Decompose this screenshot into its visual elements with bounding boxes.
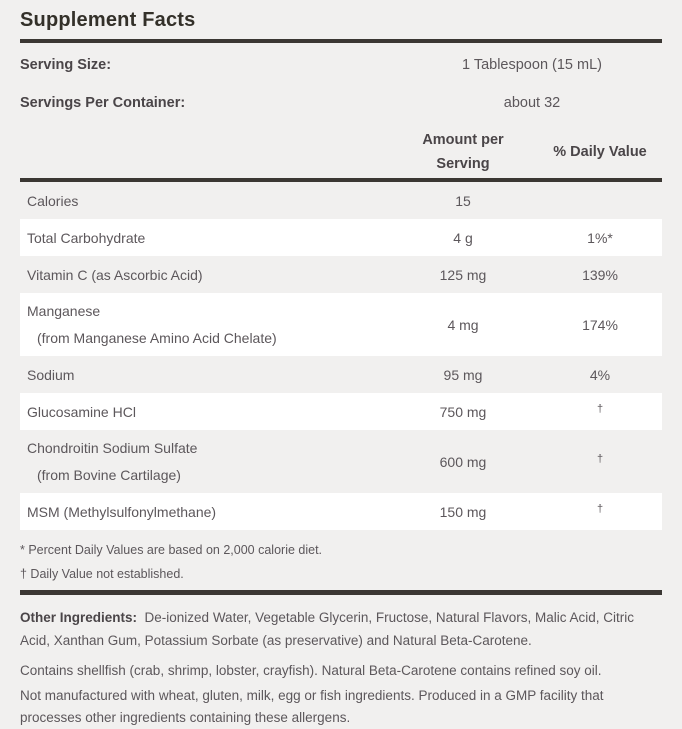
other-ingredients-label: Other Ingredients: (20, 610, 138, 625)
serving-size-label: Serving Size: (20, 57, 112, 73)
nutrient-daily-value: † (596, 502, 604, 515)
divider-top (20, 39, 662, 43)
column-header-amount (388, 128, 538, 176)
allergen-note-manufacturing: Not manufactured with wheat, gluten, milk, egg or fish ingredients. Produced in a GMP facility that processes other ingredients containing these allergens. (20, 688, 604, 725)
nutrient-name: Calories (27, 192, 79, 209)
servings-per-container-label: Servings Per Container: (20, 95, 186, 111)
column-header-amount-label: Amount per Serving (422, 132, 504, 172)
nutrient-name: Chondroitin Sodium Sulfate (from Bovine Cartilage) (27, 440, 198, 483)
nutrient-amount: 600 mg (439, 453, 487, 470)
nutrient-daily-value: 1%* (587, 229, 613, 246)
servings-per-container-row (20, 84, 662, 122)
footnote-daily-value-not-established: † Daily Value not established. (20, 567, 184, 581)
serving-size-value: 1 Tablespoon (15 mL) (462, 57, 602, 73)
nutrient-name: Vitamin C (as Ascorbic Acid) (27, 266, 203, 283)
nutrient-name: MSM (Methylsulfonylmethane) (27, 503, 217, 520)
nutrient-name: Manganese (from Manganese Amino Acid Chelate) (27, 303, 277, 346)
nutrient-name: Glucosamine HCl (27, 403, 136, 420)
nutrient-daily-value: † (596, 402, 604, 415)
nutrient-daily-value: 139% (582, 266, 618, 283)
serving-size-row (20, 46, 662, 84)
table-row-total-carbohydrate (20, 219, 662, 256)
nutrient-name: Sodium (27, 366, 75, 383)
nutrient-name: Total Carbohydrate (27, 229, 146, 246)
nutrient-daily-value: 4% (589, 366, 611, 383)
nutrient-daily-value: 174% (582, 316, 618, 333)
table-row-chondroitin (20, 430, 662, 493)
column-headers (20, 128, 662, 176)
nutrient-amount: 150 mg (439, 503, 487, 520)
other-ingredients-text: De-ionized Water, Vegetable Glycerin, Fructose, Natural Flavors, Malic Acid, Citric Acid, Xanthan Gum, Potassium Sorbate (as preservative) and Natural Beta-Carotene. (20, 610, 634, 648)
nutrient-amount: 750 mg (439, 403, 487, 420)
nutrient-amount: 95 mg (443, 366, 483, 383)
panel-title: Supplement Facts (20, 9, 196, 31)
footnotes (20, 538, 662, 586)
nutrient-amount: 125 mg (439, 266, 487, 283)
nutrient-amount: 15 (455, 192, 471, 209)
divider-bottom (20, 590, 662, 595)
table-row-vitamin-c (20, 256, 662, 293)
facts-table (20, 182, 662, 530)
table-row-glucosamine (20, 393, 662, 430)
footnote-percent-daily-values: * Percent Daily Values are based on 2,000 calorie diet. (20, 543, 323, 557)
servings-per-container-value: about 32 (503, 95, 561, 111)
nutrient-daily-value: † (596, 452, 604, 465)
nutrient-amount: 4 mg (447, 316, 479, 333)
nutrient-amount: 4 g (453, 229, 473, 246)
other-ingredients-paragraph (20, 606, 662, 652)
table-row-manganese (20, 293, 662, 356)
allergen-note-shellfish: Contains shellfish (crab, shrimp, lobster, crayfish). Natural Beta-Carotene contains refined soy oil. (20, 663, 602, 678)
column-header-daily-value: % Daily Value (553, 144, 647, 160)
table-row-msm (20, 493, 662, 530)
table-row-calories (20, 182, 662, 219)
table-row-sodium (20, 356, 662, 393)
